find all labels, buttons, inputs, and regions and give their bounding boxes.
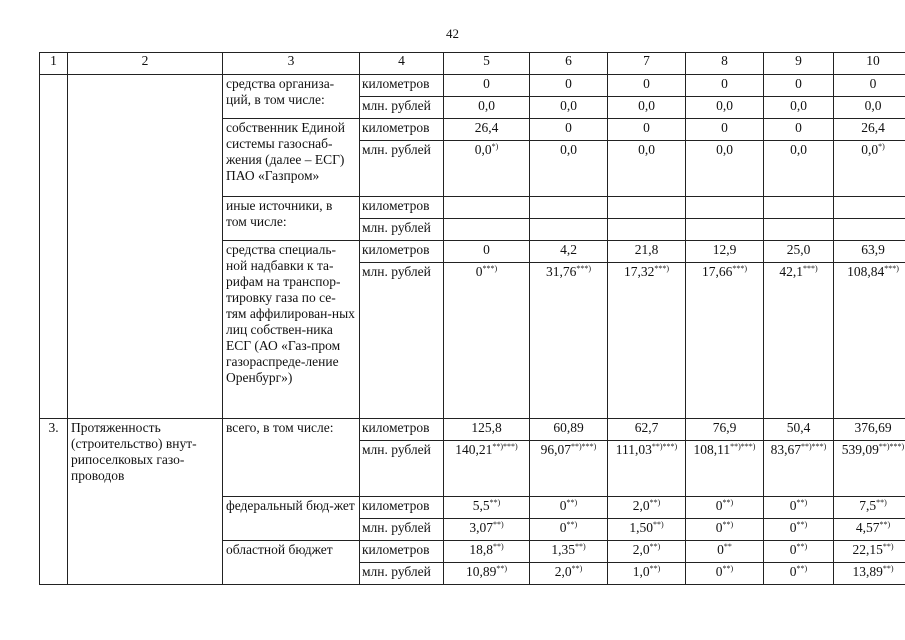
header-cell: 9 — [764, 53, 834, 75]
value: 0 — [717, 542, 724, 557]
value: 140,21 — [455, 442, 493, 457]
value-cell: 0 — [530, 119, 608, 141]
value-cell — [608, 197, 686, 219]
value-cell: 0 — [686, 75, 764, 97]
value-cell: 25,0 — [764, 241, 834, 263]
value: 2,0 — [632, 542, 650, 557]
footnote-mark: **)***) — [651, 442, 678, 451]
value-cell — [530, 497, 608, 519]
data-table — [39, 52, 905, 585]
value-cell: 0 — [608, 119, 686, 141]
source-label: всего, в том числе: — [223, 419, 360, 497]
value-cell — [834, 519, 905, 541]
footnote-mark: **) — [652, 520, 664, 529]
value-cell — [686, 263, 764, 419]
value: 0 — [789, 542, 797, 557]
footnote-mark: **) — [574, 542, 586, 551]
footnote-mark: **) — [571, 564, 583, 573]
source-label: федеральный бюд-жет — [223, 497, 360, 541]
value: 0,0 — [474, 142, 492, 157]
value-cell: 63,9 — [834, 241, 905, 263]
footnote-mark: **) — [649, 498, 661, 507]
value: 83,67 — [770, 442, 802, 457]
footnote-mark: **) — [882, 542, 894, 551]
footnote-mark: **) — [796, 564, 808, 573]
value-cell: 76,9 — [686, 419, 764, 441]
value-cell — [444, 263, 530, 419]
value: 22,15 — [852, 542, 883, 557]
value: 111,03 — [615, 442, 652, 457]
header-cell: 8 — [686, 53, 764, 75]
value: 2,0 — [632, 498, 650, 513]
value: 96,07 — [540, 442, 572, 457]
footnote-mark: **) — [722, 498, 734, 507]
indicator-cell — [68, 75, 223, 419]
source-label: собственник Единой системы газоснаб-жения (далее – ЕСГ) ПАО «Газпром» — [223, 119, 360, 197]
source-label: средства специаль-ной надбавки к та-рифам на транспор-тировку газа по се-тям аффилирован-ных лиц собствен-ника ЕСГ (АО «Газ-пром газораспреде-ление Оренбург») — [223, 241, 360, 419]
value-cell — [444, 519, 530, 541]
footnote-mark: **) — [879, 520, 891, 529]
header-cell: 7 — [608, 53, 686, 75]
header-cell: 2 — [68, 53, 223, 75]
value-cell — [834, 563, 905, 585]
unit-cell: млн. рублей — [360, 219, 444, 241]
unit-cell: километров — [360, 197, 444, 219]
footnote-mark: **)***) — [571, 442, 597, 451]
footnote-mark: **) — [722, 564, 734, 573]
value-cell — [530, 519, 608, 541]
footnote-mark: ***) — [802, 264, 818, 273]
value-cell: 0 — [530, 75, 608, 97]
value-cell — [764, 519, 834, 541]
unit-cell: километров — [360, 541, 444, 563]
value: 108,11 — [693, 442, 731, 457]
value-cell: 12,9 — [686, 241, 764, 263]
value-cell: 0,0 — [608, 97, 686, 119]
indicator-cell: Протяженность (строительство) внут-рипоселковых газо-проводов — [68, 419, 223, 585]
unit-cell: млн. рублей — [360, 441, 444, 497]
value: 539,09 — [841, 442, 879, 457]
unit-cell: млн. рублей — [360, 97, 444, 119]
value: 17,66 — [701, 264, 733, 279]
footnote-mark: **) — [566, 520, 578, 529]
value-cell — [764, 497, 834, 519]
value-cell — [608, 219, 686, 241]
footnote-mark: **) — [649, 564, 661, 573]
header-cell: 6 — [530, 53, 608, 75]
value-cell — [608, 541, 686, 563]
value: 0,0 — [861, 142, 879, 157]
value-cell: 0 — [834, 75, 905, 97]
value-cell — [834, 263, 905, 419]
value-cell: 0 — [608, 75, 686, 97]
value-cell — [444, 563, 530, 585]
footnote-mark: **) — [492, 542, 504, 551]
value-cell — [834, 197, 905, 219]
value-cell — [608, 141, 686, 197]
footnote-mark: **) — [566, 498, 578, 507]
value-cell — [530, 441, 608, 497]
value: 18,8 — [469, 542, 493, 557]
value: 0 — [789, 498, 797, 513]
value: 0 — [559, 520, 567, 535]
value-cell — [686, 219, 764, 241]
value-cell — [530, 541, 608, 563]
value-cell: 0,0 — [444, 97, 530, 119]
footnote-mark: **) — [882, 564, 894, 573]
footnote-mark: *) — [491, 142, 499, 151]
value-cell — [530, 263, 608, 419]
header-cell: 1 — [40, 53, 68, 75]
value-cell — [530, 219, 608, 241]
value: 0,0 — [560, 142, 577, 157]
value-cell: 4,2 — [530, 241, 608, 263]
value-cell — [764, 541, 834, 563]
value-cell: 0 — [764, 75, 834, 97]
value-cell — [764, 141, 834, 197]
unit-cell: километров — [360, 497, 444, 519]
unit-cell: километров — [360, 119, 444, 141]
unit-cell: млн. рублей — [360, 263, 444, 419]
header-cell: 4 — [360, 53, 444, 75]
footnote-mark: *) — [878, 142, 885, 151]
value-cell: 125,8 — [444, 419, 530, 441]
table-row — [40, 419, 905, 441]
value: 4,57 — [855, 520, 880, 535]
source-label: иные источники, в том числе: — [223, 197, 360, 241]
source-label: средства организа-ций, в том числе: — [223, 75, 360, 119]
value: 108,84 — [847, 264, 885, 279]
value-cell — [764, 563, 834, 585]
footnote-mark: ***) — [482, 264, 498, 273]
value: 0 — [715, 520, 723, 535]
value: 0 — [475, 264, 483, 279]
value-cell: 26,4 — [834, 119, 905, 141]
footnote-mark: **) — [876, 498, 887, 507]
value-cell — [444, 441, 530, 497]
value-cell: 0 — [764, 119, 834, 141]
footnote-mark: **)***) — [801, 442, 827, 451]
value-cell — [686, 141, 764, 197]
value-cell — [764, 219, 834, 241]
value-cell — [608, 263, 686, 419]
value: 0 — [715, 564, 723, 579]
footnote-mark: **)***) — [878, 442, 905, 451]
value-cell: 0 — [444, 75, 530, 97]
value: 0,0 — [638, 142, 655, 157]
value: 2,0 — [554, 564, 572, 579]
footnote-mark: **) — [796, 542, 808, 551]
footnote-mark: ***) — [576, 264, 592, 273]
value: 0 — [789, 520, 797, 535]
value-cell — [764, 263, 834, 419]
footnote-mark: **) — [492, 520, 504, 529]
footnote-mark: ***) — [884, 264, 899, 273]
value-cell: 60,89 — [530, 419, 608, 441]
value-cell — [686, 197, 764, 219]
value-cell — [444, 197, 530, 219]
value: 1,35 — [551, 542, 575, 557]
footnote-mark: **) — [489, 498, 501, 507]
value-cell — [608, 563, 686, 585]
value-cell: 376,69 — [834, 419, 905, 441]
value-cell: 0 — [686, 119, 764, 141]
value-cell: 26,4 — [444, 119, 530, 141]
value-cell — [834, 497, 905, 519]
unit-cell: млн. рублей — [360, 563, 444, 585]
value: 0 — [715, 498, 723, 513]
footnote-mark: ** — [723, 542, 732, 551]
header-cell: 3 — [223, 53, 360, 75]
value-cell — [834, 219, 905, 241]
page-number: 42 — [446, 26, 459, 41]
value-cell — [530, 141, 608, 197]
value: 0,0 — [716, 142, 733, 157]
unit-cell: млн. рублей — [360, 141, 444, 197]
value-cell — [444, 219, 530, 241]
source-label: областной бюджет — [223, 541, 360, 585]
footnote-mark: **) — [722, 520, 734, 529]
value-cell — [530, 563, 608, 585]
footnote-mark: **) — [796, 498, 808, 507]
value-cell — [608, 441, 686, 497]
value-cell: 21,8 — [608, 241, 686, 263]
row-number-cell — [40, 75, 68, 419]
footnote-mark: **) — [649, 542, 661, 551]
value-cell — [686, 497, 764, 519]
value: 0 — [559, 498, 567, 513]
value-cell: 50,4 — [764, 419, 834, 441]
value: 1,50 — [629, 520, 653, 535]
footnote-mark: ***) — [732, 264, 748, 273]
value: 5,5 — [472, 498, 490, 513]
value-cell — [686, 563, 764, 585]
value: 0 — [789, 564, 797, 579]
value: 17,32 — [623, 264, 655, 279]
value-cell: 62,7 — [608, 419, 686, 441]
unit-cell: километров — [360, 419, 444, 441]
unit-cell: млн. рублей — [360, 519, 444, 541]
value: 10,89 — [465, 564, 497, 579]
value-cell — [608, 497, 686, 519]
header-cell: 5 — [444, 53, 530, 75]
row-number-cell: 3. — [40, 419, 68, 585]
value-cell: 0,0 — [834, 97, 905, 119]
value-cell — [834, 541, 905, 563]
value: 31,76 — [545, 264, 577, 279]
table-row — [40, 75, 905, 97]
value-cell: 0,0 — [686, 97, 764, 119]
value-cell — [686, 519, 764, 541]
value-cell — [686, 441, 764, 497]
footnote-mark: **)***) — [730, 442, 756, 451]
value: 3,07 — [469, 520, 493, 535]
value-cell — [686, 541, 764, 563]
value-cell — [608, 519, 686, 541]
footnote-mark: ***) — [654, 264, 670, 273]
footnote-mark: **) — [496, 564, 508, 573]
value-cell — [764, 197, 834, 219]
footnote-mark: **)***) — [492, 442, 518, 451]
value: 13,89 — [852, 564, 883, 579]
value-cell: 0,0 — [530, 97, 608, 119]
value: 7,5 — [859, 498, 877, 513]
unit-cell: километров — [360, 75, 444, 97]
unit-cell: километров — [360, 241, 444, 263]
footnote-mark: **) — [796, 520, 808, 529]
header-cell: 10 — [834, 53, 905, 75]
value: 42,1 — [779, 264, 803, 279]
value: 0,0 — [790, 142, 807, 157]
value-cell — [444, 141, 530, 197]
value-cell — [764, 441, 834, 497]
value-cell — [444, 541, 530, 563]
value-cell — [530, 197, 608, 219]
value-cell: 0,0 — [764, 97, 834, 119]
value-cell: 0 — [444, 241, 530, 263]
value-cell — [444, 497, 530, 519]
header-row — [40, 53, 905, 75]
value-cell — [834, 141, 905, 197]
value-cell — [834, 441, 905, 497]
value: 1,0 — [632, 564, 650, 579]
